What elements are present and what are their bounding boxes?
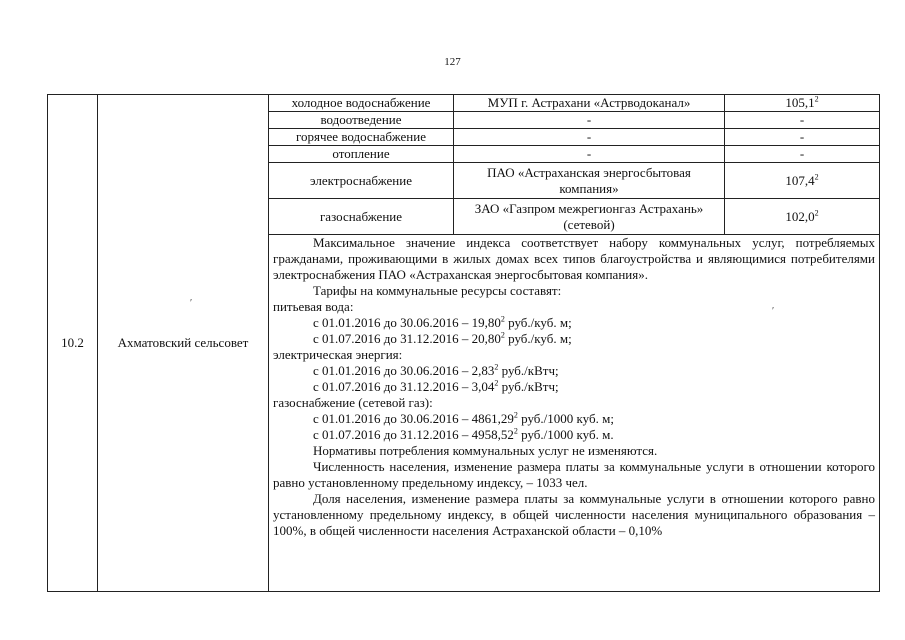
index-value <box>725 95 880 112</box>
share-paragraph: Доля населения, изменение размера платы за коммунальные услуги в отношении которого равно установленному предельному индексу, в общей численности населения муниципального образования – 100%, в общей численности населения Астраханской области – 0,10% <box>273 491 875 538</box>
intro-paragraph: Максимальное значение индекса соответствует набору коммунальных услуг, потребляемых гражданами, проживающими в жилых домах всех типов благоустройства и являющимися потребителями электроснабжения ПАО «Астраханская энергосбытовая компания». <box>273 235 875 282</box>
scan-speck: ′ <box>772 306 775 317</box>
footnote-mark: 2 <box>814 94 819 104</box>
index-value <box>725 146 880 163</box>
electric-heading: электрическая энергия: <box>273 347 403 362</box>
supplier-name: - <box>454 129 725 146</box>
supplier-name: - <box>454 146 725 163</box>
norms-paragraph: Нормативы потребления коммунальных услуг не изменяются. <box>313 443 658 458</box>
service-name: водоотведение <box>269 112 454 129</box>
page-number: 127 <box>444 56 461 68</box>
electric-tariff-line: с 01.07.2016 до 31.12.2016 – 3,04$^2$ руб./кВтч; <box>313 378 559 394</box>
electric-tariff-line: с 01.01.2016 до 30.06.2016 – 2,83$^2$ руб./кВтч; <box>313 362 559 378</box>
supplier-name: ЗАО «Газпром межрегионгаз Астрахань» (сетевой) <box>454 199 725 235</box>
water-heading: питьевая вода: <box>273 299 354 314</box>
supplier-name: МУП г. Астрахани «Астрводоканал» <box>454 95 725 112</box>
footnote-mark: 2 <box>814 172 819 182</box>
row-number: 10.2 <box>48 95 98 592</box>
service-name: электроснабжение <box>269 163 454 199</box>
tariffs-heading: Тарифы на коммунальные ресурсы составят: <box>313 283 562 298</box>
index-number: 105,1 <box>785 95 815 110</box>
description-cell <box>269 235 880 592</box>
index-number: - <box>799 129 805 144</box>
tariff-table <box>47 94 880 592</box>
service-name: горячее водоснабжение <box>269 129 454 146</box>
index-value <box>725 199 880 235</box>
service-name: холодное водоснабжение <box>269 95 454 112</box>
gas-heading: газоснабжение (сетевой газ): <box>273 395 433 410</box>
service-name: газоснабжение <box>269 199 454 235</box>
footnote-mark: 2 <box>814 208 819 218</box>
index-number: 107,4 <box>785 172 815 188</box>
index-value <box>725 163 880 199</box>
table-row <box>48 95 880 112</box>
gas-tariff-line: с 01.01.2016 до 30.06.2016 – 4861,29$^2$ руб./1000 куб. м; <box>313 410 614 426</box>
water-tariff-line: с 01.01.2016 до 30.06.2016 – 19,80$^2$ руб./куб. м; <box>313 314 572 330</box>
index-number: - <box>799 112 805 127</box>
scan-speck: ′ <box>190 298 193 309</box>
service-name: отопление <box>269 146 454 163</box>
index-value <box>725 129 880 146</box>
gas-tariff-line: с 01.07.2016 до 31.12.2016 – 4958,52$^2$ руб./1000 куб. м. <box>313 426 614 442</box>
supplier-name: ПАО «Астраханская энергосбытовая компания» <box>454 163 725 199</box>
population-paragraph: Численность населения, изменение размера платы за коммунальные услуги в отношении которого равно установленному предельному индексу, – 1033 чел. <box>273 459 875 490</box>
index-number: 102,0 <box>785 208 815 224</box>
municipality-name: Ахматовский сельсовет <box>98 95 269 592</box>
supplier-name: - <box>454 112 725 129</box>
index-number: - <box>799 146 805 161</box>
index-value <box>725 112 880 129</box>
water-tariff-line: с 01.07.2016 до 31.12.2016 – 20,80$^2$ руб./куб. м; <box>313 330 572 346</box>
